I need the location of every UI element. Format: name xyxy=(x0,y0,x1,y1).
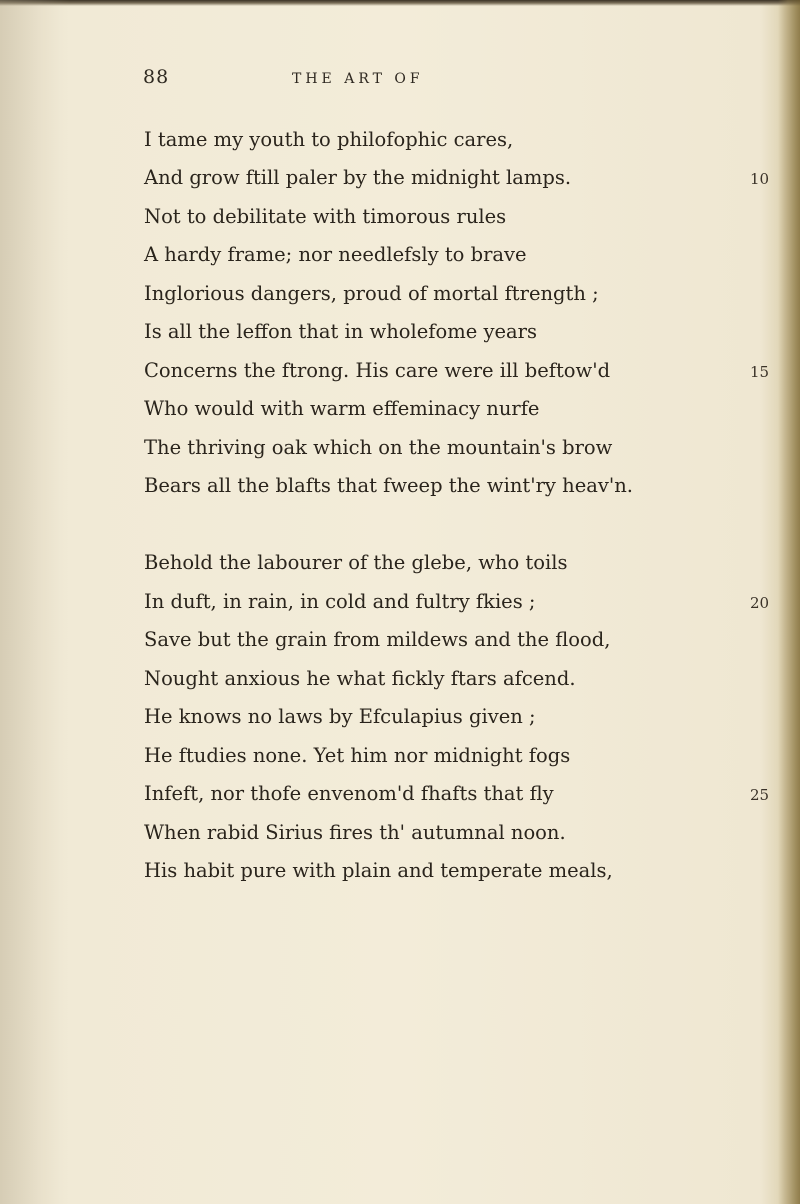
verse-line: Infeft, nor thofe envenom'd fhafts that fly xyxy=(144,782,554,805)
line-number: 10 xyxy=(750,170,770,188)
verse-line: Behold the labourer of the glebe, who toils xyxy=(144,551,568,574)
verse-line: His habit pure with plain and temperate meals, xyxy=(144,859,613,882)
verse-line: Not to debilitate with timorous rules xyxy=(144,205,507,228)
running-head: THE ART OF xyxy=(292,71,424,87)
line-number: 25 xyxy=(750,786,770,804)
verse-line: Is all the leffon that in wholefome years xyxy=(144,320,537,343)
line-number: 20 xyxy=(750,594,770,612)
verse-line: When rabid Sirius fires th' autumnal noon. xyxy=(144,821,566,844)
verse-line: The thriving oak which on the mountain's brow xyxy=(144,436,613,459)
verse-line: I tame my youth to philofophic cares, xyxy=(144,128,514,151)
verse-line: Inglorious dangers, proud of mortal ftrength ; xyxy=(144,282,599,305)
verse-line: Concerns the ftrong. His care were ill beftow'd xyxy=(144,359,611,382)
verse-line: He ftudies none. Yet him nor midnight fogs xyxy=(144,744,571,767)
verse-line: He knows no laws by Efculapius given ; xyxy=(144,705,536,728)
line-number: 15 xyxy=(750,363,770,381)
verse-line: A hardy frame; nor needlefsly to brave xyxy=(144,243,527,266)
verse-line: Who would with warm effeminacy nurfe xyxy=(144,397,540,420)
page-number: 88 xyxy=(143,66,170,88)
verse-line: In duft, in rain, in cold and fultry fkies ; xyxy=(144,590,536,613)
verse-line: Bears all the blafts that fweep the wint'ry heav'n. xyxy=(144,474,633,497)
verse-line: And grow ftill paler by the midnight lamps. xyxy=(144,166,572,189)
verse-line: Save but the grain from mildews and the flood, xyxy=(144,628,611,651)
verse-line: Nought anxious he what fickly ftars afcend. xyxy=(144,667,576,690)
